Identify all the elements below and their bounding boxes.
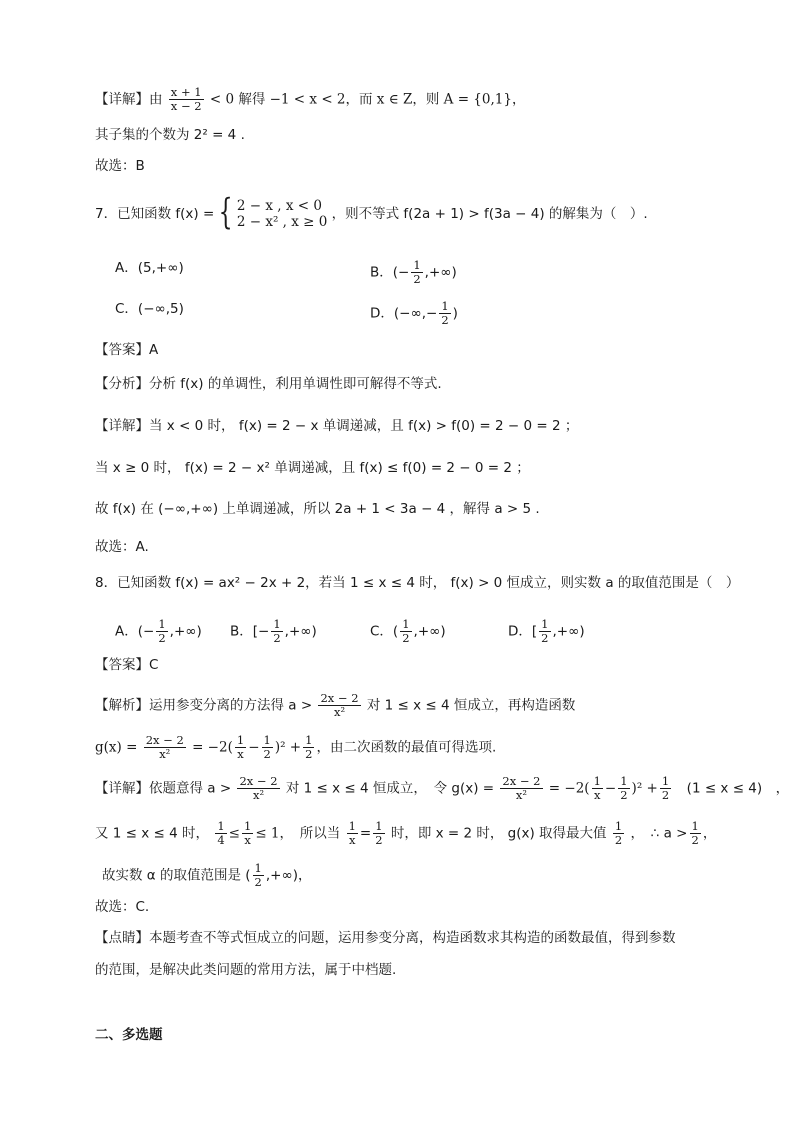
q7-choice: 故选：A. bbox=[95, 539, 149, 555]
detail-line-1: 【详解】由 $\frac{x + 1}{x - 2}$ < 0 解得 −1 < x < 2，而 x ∈ Z，则 A = {0,1}， bbox=[95, 85, 526, 113]
q8-option-a[interactable]: A．(− $\frac{1}{2}$ ,+∞) bbox=[115, 617, 202, 645]
q8-comment-1: 【点睛】本题考查不等式恒成立的问题，运用参变分离，构造函数求其构造的函数最值，得到参数 bbox=[95, 930, 676, 946]
q8-detail-2: 又 1 ≤ x ≤ 4 时， $\frac{1}{4}$ ≤ $\frac{1}{x}$ ≤ 1， 所以当 $\frac{1}{x}$ = $\frac{1}{2}$ 时，即 x = 2 时， g(x) 取得最大值 $\frac{1}{2}$ ， ∴ a > $\frac{1}{2}$ ， bbox=[95, 819, 717, 847]
q8-choice: 故选：C. bbox=[95, 899, 150, 915]
q7-option-d[interactable]: D．(−∞,− $\frac{1}{2}$ ) bbox=[370, 299, 458, 327]
question-7: 7．已知函数 f(x) = { 2 − x , x < 0 2 − x² , x ≥ 0 ，则不等式 f(2a + 1) > f(3a − 4) 的解集为（ ）. bbox=[95, 193, 648, 234]
q7-answer: 【答案】A bbox=[95, 342, 159, 358]
q7-option-b[interactable]: B．(− $\frac{1}{2}$ ,+∞) bbox=[370, 258, 457, 286]
question-8: 8．已知函数 f(x) = ax² − 2x + 2，若当 1 ≤ x ≤ 4 时， f(x) > 0 恒成立，则实数 a 的取值范围是（ ） bbox=[95, 575, 740, 591]
q7-option-a[interactable]: A．(5,+∞) bbox=[115, 260, 184, 276]
q8-analysis-2: g(x) = $\frac{2x - 2}{\text{x²}}$ = −2( $\frac{1}{x}$ − $\frac{1}{2}$ )² + $\frac{1}{2}$ ，由二次函数的最值可得选项. bbox=[95, 733, 497, 761]
q8-comment-2: 的范围，是解决此类问题的常用方法，属于中档题. bbox=[95, 962, 397, 978]
q8-analysis-1: 【解析】运用参变分离的方法得 a > $\frac{2x - 2}{\text{x²}}$ 对 1 ≤ x ≤ 4 恒成立，再构造函数 bbox=[95, 691, 576, 719]
piecewise: 2 − x , x < 0 2 − x² , x ≥ 0 bbox=[236, 198, 328, 230]
q7-detail-3: 故 f(x) 在 (−∞,+∞) 上单调递减，所以 2a + 1 < 3a − 4 ，解得 a > 5 . bbox=[95, 501, 540, 517]
q7-detail-2: 当 x ≥ 0 时， f(x) = 2 − x² 单调递减，且 f(x) ≤ f(0) = 2 − 0 = 2 ； bbox=[95, 460, 530, 476]
fraction: $\frac{x + 1}{x - 2}$ bbox=[170, 85, 202, 113]
q8-answer: 【答案】C bbox=[95, 657, 159, 673]
q8-option-d[interactable]: D．[ $\frac{1}{2}$ ,+∞) bbox=[508, 617, 585, 645]
q8-option-b[interactable]: B．[− $\frac{1}{2}$ ,+∞) bbox=[230, 617, 317, 645]
choice-line: 故选：B bbox=[95, 158, 145, 174]
section-heading: 二、多选题 bbox=[95, 1027, 163, 1043]
brace: { bbox=[218, 193, 233, 234]
q7-detail-1: 【详解】当 x < 0 时， f(x) = 2 − x 单调递减，且 f(x) > f(0) = 2 − 0 = 2 ； bbox=[95, 418, 579, 434]
q8-option-c[interactable]: C．( $\frac{1}{2}$ ,+∞) bbox=[370, 617, 446, 645]
detail-line-2: 其子集的个数为 2² = 4 . bbox=[95, 127, 245, 143]
q8-detail-3: 故实数 α 的取值范围是 ( $\frac{1}{2}$ ,+∞)， bbox=[102, 861, 312, 889]
q8-detail-1: 【详解】依题意得 a > $\frac{2x - 2}{\text{x²}}$ 对 1 ≤ x ≤ 4 恒成立， 令 g(x) = $\frac{2x - 2}{\text{x²}}$ = −2( $\frac{1}{x}$ − $\frac{1}{2}$ )² + $\frac{1}{2}$ (1 ≤ x ≤ 4) ， bbox=[95, 774, 790, 802]
q7-analysis: 【分析】分析 f(x) 的单调性，利用单调性即可解得不等式. bbox=[95, 376, 442, 392]
q7-option-c[interactable]: C．(−∞,5) bbox=[115, 301, 184, 317]
tag-detail: 【详解】 bbox=[95, 91, 149, 108]
